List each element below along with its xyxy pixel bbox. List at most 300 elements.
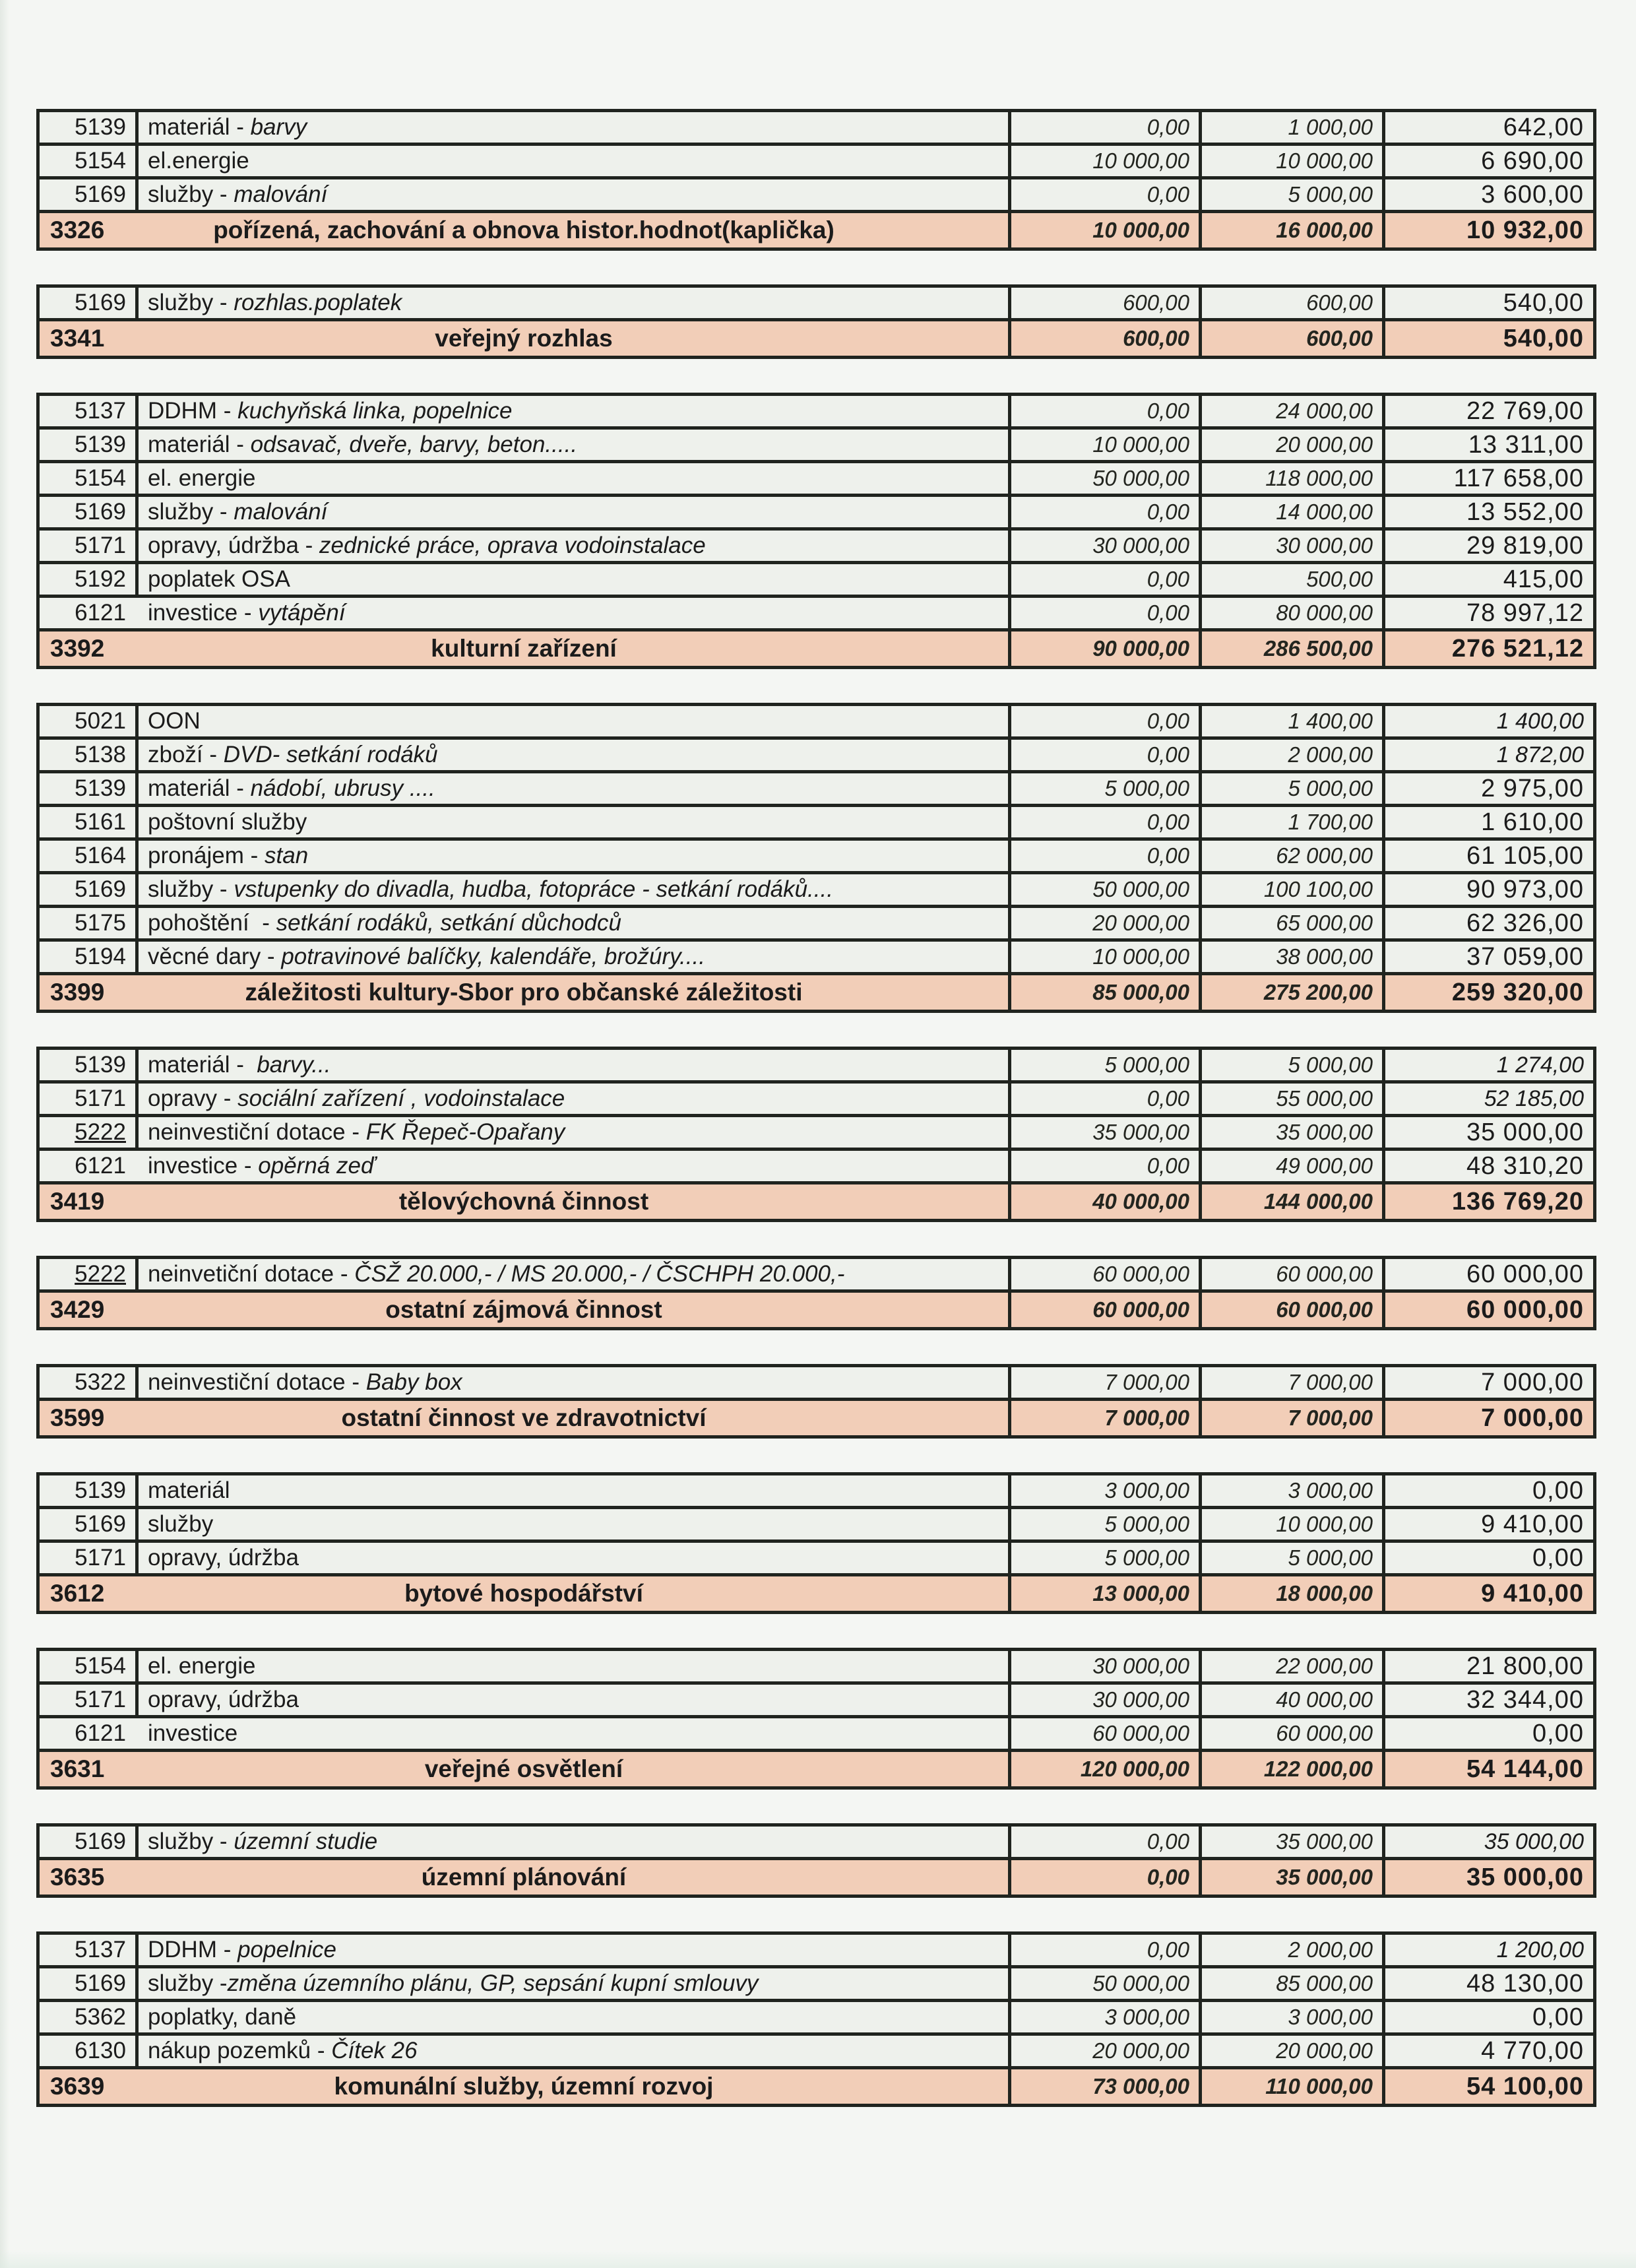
description-text: neinvestiční dotace - [148,1369,366,1395]
approved-budget-value-cell: 10 000,00 [1011,430,1202,460]
budget-row-5169 [40,874,1593,908]
actual-amount-value-cell: 1 274,00 [1496,1052,1584,1078]
actual-amount-value-cell: 61 105,00 [1466,841,1584,870]
summary-merged-cell [40,1293,1011,1327]
budget-row-5169 [40,1509,1593,1543]
paragraph-code-cell [40,2036,139,2066]
description-text: opravy - [148,1085,238,1111]
description-cell [139,497,1011,527]
paragraph-code: 6130 [75,2038,126,2063]
summary-adjusted-budget-cell: 7 000,00 [1202,1401,1385,1435]
description-cell [139,598,1011,628]
approved-budget-value-cell: 5 000,00 [1011,1050,1202,1080]
paragraph-code-cell [40,2002,139,2032]
description-cell [139,2002,1011,2032]
paragraph-code-cell [40,874,139,905]
summary-actual-amount-cell: 276 521,12 [1385,632,1593,666]
adjusted-budget-value-cell: 55 000,00 [1202,1084,1385,1114]
actual-amount-value-cell: 62 326,00 [1466,909,1584,937]
description-cell [139,740,1011,770]
approved-budget-value-cell: 50 000,00 [1011,874,1202,905]
description-detail-italic: nádobí, ubrusy .... [250,775,435,801]
paragraph-code-cell [40,740,139,770]
actual-amount-value-cell: 117 658,00 [1453,464,1584,492]
summary-label: veřejné osvětlení [424,1755,623,1782]
summary-adjusted-budget-cell: 600,00 [1202,321,1385,356]
budget-row-5154 [40,146,1593,179]
summary-actual-amount-cell: 10 932,00 [1385,213,1593,247]
budget-row-5139 [40,430,1593,463]
budget-section-3326 [36,109,1596,251]
actual-amount-value-cell: 2 975,00 [1481,774,1584,802]
description-cell [139,841,1011,871]
paragraph-code-cell [40,463,139,494]
approved-budget-value-cell: 60 000,00 [1011,1259,1202,1289]
actual-amount-value-cell: 6 690,00 [1481,146,1584,175]
description-detail-italic: opěrná zeď [258,1153,375,1179]
summary-row-3392 [40,632,1593,666]
actual-amount-value-cell: 13 552,00 [1466,498,1584,526]
description-detail-italic: zednické práce, oprava vodoinstalace [319,533,706,558]
actual-amount-value-cell: 4 770,00 [1481,2036,1584,2065]
budget-row-5137 [40,396,1593,430]
description-cell [139,1050,1011,1080]
adjusted-budget-value-cell: 1 400,00 [1202,706,1385,736]
summary-label: záležitosti kultury-Sbor pro občanské záležitosti [245,979,803,1006]
description-text: el.energie [148,148,249,174]
actual-amount-value-cell: 0,00 [1532,2003,1584,2031]
budget-row-5139 [40,1475,1593,1509]
adjusted-budget-value-cell: 3 000,00 [1202,2002,1385,2032]
paragraph-code-cell [40,773,139,804]
budget-row-5362 [40,2002,1593,2036]
description-text: služby - [148,181,234,207]
summary-merged-cell [40,975,1011,1010]
description-detail-italic: rozhlas.poplatek [234,290,402,315]
approved-budget-value-cell: 0,00 [1011,112,1202,143]
summary-approved-budget-cell: 7 000,00 [1011,1401,1202,1435]
approved-budget-value-cell: 20 000,00 [1011,908,1202,938]
actual-amount-value-cell: 9 410,00 [1481,1510,1584,1538]
summary-row-3612 [40,1576,1593,1611]
budget-row-6130 [40,2036,1593,2069]
summary-paragraph-code: 3429 [50,1296,105,1323]
description-cell [139,396,1011,426]
summary-approved-budget-cell: 13 000,00 [1011,1576,1202,1611]
paragraph-code: 6121 [75,600,126,626]
paragraph-code: 5139 [75,1477,126,1503]
paragraph-code: 5137 [75,1937,126,1962]
adjusted-budget-value-cell: 5 000,00 [1202,179,1385,210]
summary-approved-budget-cell: 0,00 [1011,1860,1202,1895]
paragraph-code: 5175 [75,910,126,936]
summary-actual-amount-cell: 60 000,00 [1385,1293,1593,1327]
summary-paragraph-code: 3612 [50,1580,105,1607]
description-text: služby - [148,1970,228,1996]
paragraph-code: 5322 [75,1369,126,1395]
budget-row-5139 [40,1050,1593,1084]
description-cell [139,1827,1011,1857]
summary-row-3635 [40,1860,1593,1895]
summary-label: ostatní zájmová činnost [385,1296,662,1323]
summary-actual-amount-cell: 259 320,00 [1385,975,1593,1010]
paragraph-code: 5171 [75,533,126,558]
approved-budget-value-cell: 0,00 [1011,841,1202,871]
budget-row-5138 [40,740,1593,773]
budget-row-5169 [40,288,1593,321]
description-text: materiál - [148,114,251,140]
summary-merged-cell [40,1576,1011,1611]
approved-budget-value-cell: 0,00 [1011,706,1202,736]
summary-row-3419 [40,1184,1593,1219]
actual-amount-value-cell: 415,00 [1503,565,1584,593]
description-detail-italic: změna územního plánu, GP, sepsání kupní smlouvy [227,1970,759,1996]
description-detail-italic: kuchyňská linka, popelnice [237,398,513,424]
budget-row-5171 [40,531,1593,564]
approved-budget-value-cell: 5 000,00 [1011,773,1202,804]
summary-actual-amount-cell: 54 100,00 [1385,2069,1593,2104]
paragraph-code: 5137 [75,398,126,424]
description-detail-italic: vytápění [258,600,346,626]
paragraph-code: 5169 [75,876,126,902]
approved-budget-value-cell: 5 000,00 [1011,1509,1202,1539]
adjusted-budget-value-cell: 14 000,00 [1202,497,1385,527]
adjusted-budget-value-cell: 5 000,00 [1202,773,1385,804]
budget-row-5169 [40,1827,1593,1860]
description-cell [139,1475,1011,1506]
summary-paragraph-code: 3635 [50,1863,105,1891]
description-text: neinvetiční dotace - [148,1261,355,1287]
description-text: služby - [148,1829,234,1854]
budget-row-5154 [40,463,1593,497]
description-cell [139,1718,1011,1749]
paragraph-code-cell [40,1651,139,1681]
summary-paragraph-code: 3639 [50,2073,105,2100]
summary-adjusted-budget-cell: 110 000,00 [1202,2069,1385,2104]
budget-section-3599 [36,1364,1596,1439]
summary-adjusted-budget-cell: 35 000,00 [1202,1860,1385,1895]
paragraph-code-cell [40,841,139,871]
summary-row-3341 [40,321,1593,356]
budget-row-6121 [40,1151,1593,1184]
actual-amount-value-cell: 0,00 [1532,1476,1584,1505]
approved-budget-value-cell: 0,00 [1011,497,1202,527]
adjusted-budget-value-cell: 100 100,00 [1202,874,1385,905]
actual-amount-value-cell: 29 819,00 [1466,531,1584,560]
paragraph-code: 5139 [75,432,126,457]
actual-amount-value-cell: 35 000,00 [1484,1829,1584,1854]
paragraph-code: 5222 [75,1119,126,1145]
description-detail-italic: potravinové balíčky, kalendáře, brožúry.... [281,944,705,969]
paragraph-code-cell [40,1475,139,1506]
summary-merged-cell [40,1860,1011,1895]
description-cell [139,773,1011,804]
summary-row-3639 [40,2069,1593,2104]
description-cell [139,112,1011,143]
description-text: DDHM - [148,398,238,424]
paragraph-code: 6121 [75,1720,126,1746]
paragraph-code-cell [40,1151,139,1181]
description-text: poštovní služby [148,809,307,835]
summary-approved-budget-cell: 40 000,00 [1011,1184,1202,1219]
description-cell [139,1084,1011,1114]
approved-budget-value-cell: 30 000,00 [1011,1651,1202,1681]
description-detail-italic: Čítek 26 [331,2038,418,2063]
summary-row-3429 [40,1293,1593,1327]
paragraph-code: 5169 [75,181,126,207]
summary-row-3599 [40,1401,1593,1435]
scan-edge-bottom-artifact [0,2251,1636,2268]
summary-adjusted-budget-cell: 275 200,00 [1202,975,1385,1010]
approved-budget-value-cell: 5 000,00 [1011,1543,1202,1573]
approved-budget-value-cell: 0,00 [1011,1827,1202,1857]
adjusted-budget-value-cell: 49 000,00 [1202,1151,1385,1181]
budget-section-3612 [36,1472,1596,1614]
actual-amount-value-cell: 13 311,00 [1468,430,1584,459]
description-cell [139,1651,1011,1681]
paragraph-code-cell [40,430,139,460]
description-text: OON [148,708,201,734]
description-detail-italic: DVD- setkání rodáků [223,742,438,767]
adjusted-budget-value-cell: 85 000,00 [1202,1968,1385,1999]
summary-actual-amount-cell: 35 000,00 [1385,1860,1593,1895]
summary-paragraph-code: 3631 [50,1755,105,1782]
paragraph-code-cell [40,1084,139,1114]
description-cell [139,706,1011,736]
paragraph-code-cell [40,179,139,210]
description-detail-italic: Baby box [365,1369,462,1395]
budget-section-3341 [36,284,1596,359]
description-text: materiál - [148,775,251,801]
budget-row-5161 [40,807,1593,841]
description-detail-italic: ČSŽ 20.000,- / MS 20.000,- / ČSCHPH 20.000,- [354,1261,845,1287]
paragraph-code: 5164 [75,843,126,868]
approved-budget-value-cell: 0,00 [1011,740,1202,770]
actual-amount-value-cell: 0,00 [1532,1719,1584,1747]
paragraph-code-cell [40,1718,139,1749]
paragraph-code-cell [40,1509,139,1539]
description-cell [139,1151,1011,1181]
summary-label: kulturní zařízení [431,635,617,662]
adjusted-budget-value-cell: 65 000,00 [1202,908,1385,938]
summary-merged-cell [40,2069,1011,2104]
approved-budget-value-cell: 0,00 [1011,1935,1202,1965]
description-text: materiál - [148,1052,257,1078]
description-detail-italic: územní studie [234,1829,378,1854]
summary-actual-amount-cell: 7 000,00 [1385,1401,1593,1435]
actual-amount-value-cell: 1 400,00 [1496,708,1584,734]
adjusted-budget-value-cell: 5 000,00 [1202,1543,1385,1573]
description-detail-italic: vstupenky do divadla, hudba, fotopráce - setkání rodáků.... [234,876,833,902]
paragraph-code: 5194 [75,944,126,969]
description-detail-italic: FK Řepeč-Opařany [365,1119,565,1145]
description-text: služby - [148,876,234,902]
budget-section-3635 [36,1823,1596,1898]
budget-row-5194 [40,942,1593,975]
adjusted-budget-value-cell: 60 000,00 [1202,1259,1385,1289]
adjusted-budget-value-cell: 1 700,00 [1202,807,1385,837]
actual-amount-value-cell: 35 000,00 [1466,1118,1584,1146]
paragraph-code-cell [40,564,139,595]
approved-budget-value-cell: 50 000,00 [1011,463,1202,494]
actual-amount-value-cell: 48 130,00 [1466,1969,1584,1997]
summary-merged-cell [40,321,1011,356]
paragraph-code: 5139 [75,775,126,801]
summary-paragraph-code: 3392 [50,635,105,662]
paragraph-code: 5171 [75,1545,126,1571]
description-cell [139,531,1011,561]
paragraph-code-cell [40,1543,139,1573]
adjusted-budget-value-cell: 500,00 [1202,564,1385,595]
description-detail-italic: sociální zařízení , vodoinstalace [237,1085,565,1111]
paragraph-code-cell [40,807,139,837]
paragraph-code-cell [40,598,139,628]
paragraph-code-cell [40,1259,139,1289]
paragraph-code: 5169 [75,290,126,315]
adjusted-budget-value-cell: 5 000,00 [1202,1050,1385,1080]
paragraph-code-cell [40,706,139,736]
paragraph-code: 5171 [75,1687,126,1712]
approved-budget-value-cell: 35 000,00 [1011,1117,1202,1148]
description-cell [139,874,1011,905]
summary-label: veřejný rozhlas [435,325,613,352]
summary-actual-amount-cell: 54 144,00 [1385,1752,1593,1786]
approved-budget-value-cell: 0,00 [1011,807,1202,837]
summary-paragraph-code: 3399 [50,979,105,1006]
actual-amount-value-cell: 22 769,00 [1466,397,1584,425]
description-text: poplatek OSA [148,566,290,592]
paragraph-code-cell [40,1050,139,1080]
summary-merged-cell [40,1184,1011,1219]
summary-approved-budget-cell: 60 000,00 [1011,1293,1202,1327]
adjusted-budget-value-cell: 2 000,00 [1202,1935,1385,1965]
budget-row-6121 [40,1718,1593,1752]
paragraph-code: 5161 [75,809,126,835]
actual-amount-value-cell: 32 344,00 [1466,1685,1584,1714]
budget-row-5222 [40,1259,1593,1293]
description-cell [139,1117,1011,1148]
description-text: pronájem - [148,843,265,868]
paragraph-code-cell [40,1827,139,1857]
description-cell [139,908,1011,938]
description-text: zboží - [148,742,224,767]
budget-row-5164 [40,841,1593,874]
budget-row-5171 [40,1685,1593,1718]
description-cell [139,1543,1011,1573]
description-text: pohoštění - [148,910,276,936]
actual-amount-value-cell: 48 310,20 [1466,1151,1584,1180]
description-cell [139,942,1011,972]
summary-paragraph-code: 3419 [50,1188,105,1215]
description-text: neinvestiční dotace - [148,1119,366,1145]
summary-row-3631 [40,1752,1593,1786]
paragraph-code: 5139 [75,114,126,140]
approved-budget-value-cell: 0,00 [1011,564,1202,595]
budget-section-3429 [36,1256,1596,1330]
budget-row-5139 [40,773,1593,807]
paragraph-code: 5169 [75,1511,126,1537]
description-text: el. energie [148,1653,256,1679]
paragraph-code: 5169 [75,1970,126,1996]
description-cell [139,288,1011,318]
actual-amount-value-cell: 7 000,00 [1481,1368,1584,1396]
budget-row-5139 [40,112,1593,146]
budget-section-3399 [36,703,1596,1013]
approved-budget-value-cell: 0,00 [1011,598,1202,628]
budget-row-5171 [40,1084,1593,1117]
description-text: věcné dary - [148,944,282,969]
paragraph-code-cell [40,396,139,426]
budget-section-3639 [36,1931,1596,2107]
description-cell [139,146,1011,176]
description-cell [139,1509,1011,1539]
approved-budget-value-cell: 0,00 [1011,1151,1202,1181]
description-cell [139,807,1011,837]
description-detail-italic: malování [234,181,328,207]
description-text: investice - [148,1153,259,1179]
approved-budget-value-cell: 10 000,00 [1011,942,1202,972]
adjusted-budget-value-cell: 3 000,00 [1202,1475,1385,1506]
actual-amount-value-cell: 60 000,00 [1466,1260,1584,1288]
description-text: nákup pozemků - [148,2038,332,2063]
actual-amount-value-cell: 21 800,00 [1466,1652,1584,1680]
adjusted-budget-value-cell: 20 000,00 [1202,2036,1385,2066]
summary-approved-budget-cell: 90 000,00 [1011,632,1202,666]
summary-approved-budget-cell: 10 000,00 [1011,213,1202,247]
adjusted-budget-value-cell: 2 000,00 [1202,740,1385,770]
paragraph-code-cell [40,1935,139,1965]
budget-section-3419 [36,1047,1596,1222]
summary-adjusted-budget-cell: 16 000,00 [1202,213,1385,247]
budget-section-3392 [36,393,1596,669]
budget-row-5169 [40,1968,1593,2002]
actual-amount-value-cell: 90 973,00 [1466,875,1584,903]
paragraph-code-cell [40,497,139,527]
budget-row-6121 [40,598,1593,632]
adjusted-budget-value-cell: 1 000,00 [1202,112,1385,143]
summary-paragraph-code: 3599 [50,1404,105,1431]
description-cell [139,1367,1011,1398]
paragraph-code-cell [40,288,139,318]
summary-merged-cell [40,1752,1011,1786]
approved-budget-value-cell: 0,00 [1011,1084,1202,1114]
summary-row-3326 [40,213,1593,247]
description-detail-italic: barvy [250,114,307,140]
paragraph-code: 5169 [75,1829,126,1854]
description-cell [139,564,1011,595]
paragraph-code-cell [40,1968,139,1999]
description-text: investice [148,1720,238,1746]
description-text: opravy, údržba [148,1687,299,1712]
adjusted-budget-value-cell: 600,00 [1202,288,1385,318]
paragraph-code-cell [40,1367,139,1398]
adjusted-budget-value-cell: 118 000,00 [1202,463,1385,494]
budget-row-5169 [40,179,1593,213]
adjusted-budget-value-cell: 60 000,00 [1202,1718,1385,1749]
summary-label: komunální služby, územní rozvoj [334,2073,714,2100]
description-detail-italic: stan [265,843,309,868]
description-text: služby [148,1511,214,1537]
paragraph-code: 5154 [75,1653,126,1679]
summary-approved-budget-cell: 73 000,00 [1011,2069,1202,2104]
paragraph-code-cell [40,908,139,938]
summary-label: územní plánování [421,1863,627,1891]
summary-merged-cell [40,213,1011,247]
description-cell [139,1685,1011,1715]
adjusted-budget-value-cell: 10 000,00 [1202,1509,1385,1539]
summary-merged-cell [40,632,1011,666]
paragraph-code: 5362 [75,2004,126,2030]
